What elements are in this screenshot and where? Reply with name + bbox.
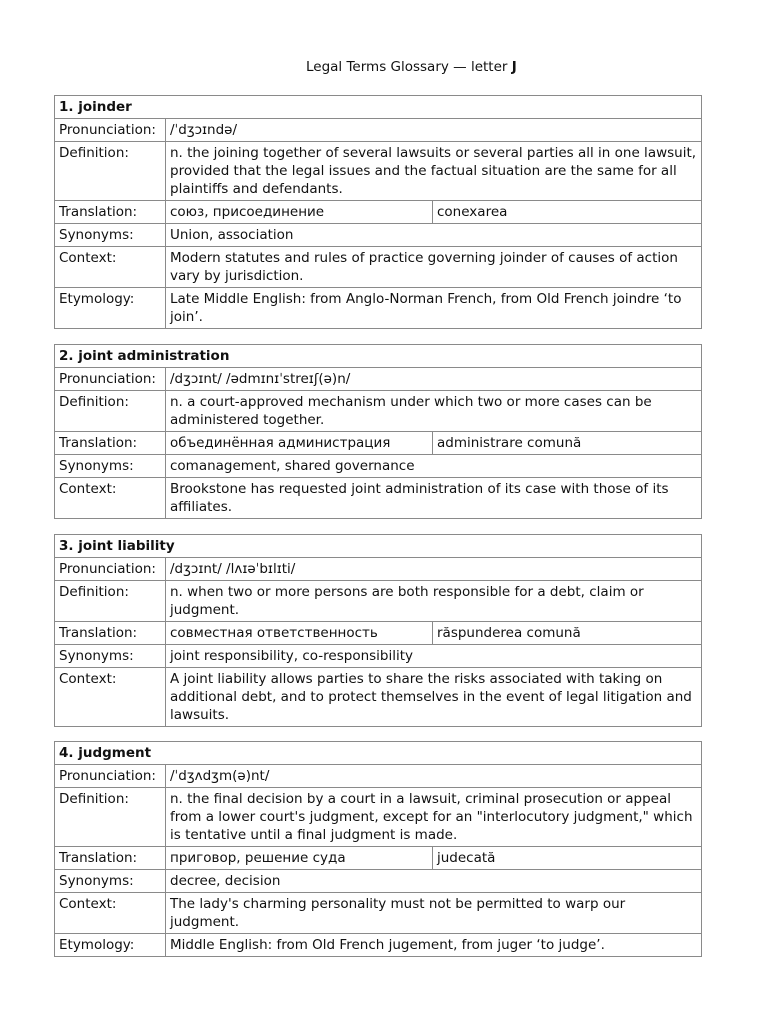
synonyms-row	[55, 645, 702, 668]
translation-row	[55, 622, 702, 645]
entry-heading-row	[55, 345, 702, 368]
translation-row	[55, 847, 702, 870]
row-label: Context:	[55, 893, 166, 934]
page-title-text: Legal Terms Glossary — letter	[306, 59, 512, 75]
page-title-letter: J	[511, 59, 517, 75]
entry-heading: 3. joint liability	[55, 535, 702, 558]
translation-romanian: conexarea	[433, 201, 702, 224]
etymology-value: Late Middle English: from Anglo-Norman French, from Old French joindre ‘to join’.	[166, 288, 702, 329]
synonyms-value: decree, decision	[166, 870, 702, 893]
glossary-entry-joint-liability	[54, 534, 702, 727]
row-label: Definition:	[55, 142, 166, 201]
definition-row	[55, 581, 702, 622]
context-value: Modern statutes and rules of practice governing joinder of causes of action vary by jurisdiction.	[166, 247, 702, 288]
synonyms-value: comanagement, shared governance	[166, 455, 702, 478]
context-value: Brookstone has requested joint administration of its case with those of its affiliates.	[166, 478, 702, 519]
row-label: Definition:	[55, 788, 166, 847]
row-label: Synonyms:	[55, 455, 166, 478]
context-row	[55, 668, 702, 727]
pronunciation-value: /ˈdʒɔɪndə/	[166, 119, 702, 142]
translation-russian: совместная ответственность	[166, 622, 433, 645]
translation-russian: объединённая администрация	[166, 432, 433, 455]
context-row	[55, 478, 702, 519]
etymology-value: Middle English: from Old French jugement, from juger ‘to judge’.	[166, 934, 702, 957]
entry-heading-row	[55, 742, 702, 765]
synonyms-row	[55, 455, 702, 478]
definition-row	[55, 788, 702, 847]
row-label: Etymology:	[55, 288, 166, 329]
synonyms-row	[55, 870, 702, 893]
etymology-row	[55, 934, 702, 957]
translation-romanian: răspunderea comună	[433, 622, 702, 645]
glossary-entry-judgment	[54, 741, 702, 957]
row-label: Translation:	[55, 432, 166, 455]
row-label: Synonyms:	[55, 224, 166, 247]
context-row	[55, 247, 702, 288]
row-label: Context:	[55, 478, 166, 519]
definition-row	[55, 391, 702, 432]
synonyms-row	[55, 224, 702, 247]
etymology-row	[55, 288, 702, 329]
translation-romanian: judecată	[433, 847, 702, 870]
synonyms-value: joint responsibility, co-responsibility	[166, 645, 702, 668]
context-row	[55, 893, 702, 934]
definition-value: n. a court-approved mechanism under which two or more cases can be administered together.	[166, 391, 702, 432]
definition-value: n. the joining together of several lawsuits or several parties all in one lawsuit, provided that the legal issues and the factual situation are the same for all plaintiffs and defendants.	[166, 142, 702, 201]
row-label: Etymology:	[55, 934, 166, 957]
row-label: Context:	[55, 668, 166, 727]
pronunciation-value: /ˈdʒʌdʒm(ə)nt/	[166, 765, 702, 788]
entry-heading: 4. judgment	[55, 742, 702, 765]
pronunciation-value: /dʒɔɪnt/ /ədmɪnɪˈstreɪʃ(ə)n/	[166, 368, 702, 391]
definition-row	[55, 142, 702, 201]
entry-heading: 2. joint administration	[55, 345, 702, 368]
row-label: Synonyms:	[55, 645, 166, 668]
translation-russian: союз, присоединение	[166, 201, 433, 224]
row-label: Pronunciation:	[55, 765, 166, 788]
synonyms-value: Union, association	[166, 224, 702, 247]
translation-row	[55, 432, 702, 455]
translation-romanian: administrare comună	[433, 432, 702, 455]
definition-value: n. the final decision by a court in a lawsuit, criminal prosecution or appeal from a lower court's judgment, except for an "interlocutory judgment," which is tentative until a final judgment is made.	[166, 788, 702, 847]
row-label: Translation:	[55, 847, 166, 870]
entry-heading-row	[55, 535, 702, 558]
row-label: Translation:	[55, 201, 166, 224]
row-label: Definition:	[55, 391, 166, 432]
row-label: Context:	[55, 247, 166, 288]
pronunciation-row	[55, 119, 702, 142]
entry-heading-row	[55, 96, 702, 119]
context-value: A joint liability allows parties to share the risks associated with taking on additional debt, and to protect themselves in the event of legal litigation and lawsuits.	[166, 668, 702, 727]
row-label: Pronunciation:	[55, 119, 166, 142]
context-value: The lady's charming personality must not be permitted to warp our judgment.	[166, 893, 702, 934]
definition-value: n. when two or more persons are both responsible for a debt, claim or judgment.	[166, 581, 702, 622]
row-label: Pronunciation:	[55, 368, 166, 391]
row-label: Definition:	[55, 581, 166, 622]
translation-row	[55, 201, 702, 224]
pronunciation-row	[55, 368, 702, 391]
row-label: Synonyms:	[55, 870, 166, 893]
pronunciation-row	[55, 765, 702, 788]
pronunciation-value: /dʒɔɪnt/ /lʌɪəˈbɪlɪti/	[166, 558, 702, 581]
row-label: Translation:	[55, 622, 166, 645]
glossary-entry-joinder	[54, 95, 702, 329]
glossary-entry-joint-administration	[54, 344, 702, 519]
translation-russian: приговор, решение суда	[166, 847, 433, 870]
page-title	[0, 58, 768, 76]
pronunciation-row	[55, 558, 702, 581]
entry-heading: 1. joinder	[55, 96, 702, 119]
row-label: Pronunciation:	[55, 558, 166, 581]
